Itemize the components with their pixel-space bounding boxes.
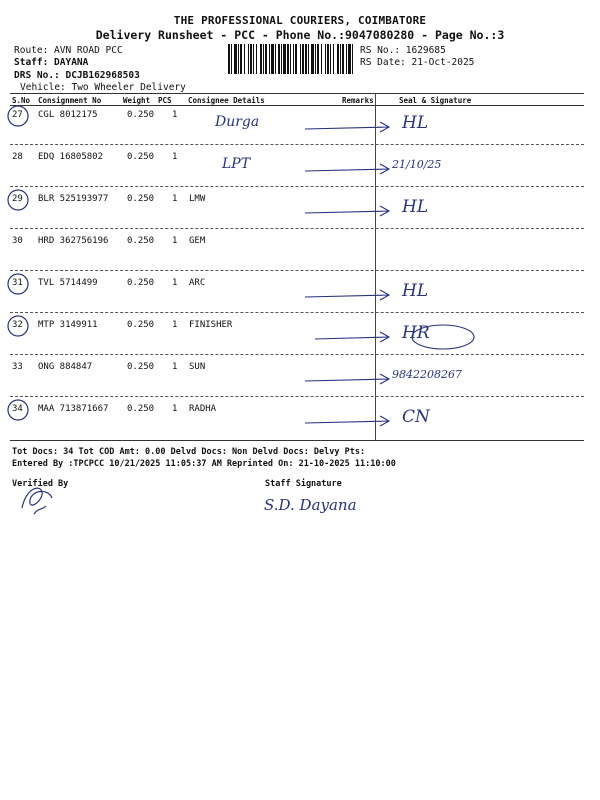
row-sno: 33 [12,362,23,372]
verifier-signature-icon [12,478,62,520]
row-sno: 29 [12,194,23,204]
row-consignment: BLR 525193977 [38,194,109,204]
row-consignee: LMW [189,194,206,204]
entered-line: Entered By :TPCPCC 10/21/2025 11:05:37 AM Reprinted On: 21-10-2025 11:10:00 [12,459,396,469]
handwritten-seal: HL [402,281,429,301]
handwritten-seal: HL [402,197,429,217]
row-pcs: 1 [172,404,178,414]
row-consignment: EDQ 16805802 [38,152,104,162]
delivery-arrow [315,332,389,342]
row-consignee: ARC [189,278,206,288]
row-weight: 0.250 [127,236,155,246]
column-header-remarks: Remarks [342,96,374,105]
staff-signature-label: Staff Signature [265,479,342,489]
handwritten-seal: HL [402,113,429,133]
handwritten-consignee: LPT [222,156,251,172]
handwritten-seal: 9842208267 [392,368,462,381]
totals-line: Tot Docs: 34 Tot COD Amt: 0.00 Delvd Docs: Non Delvd Docs: Delvy Pts: [12,447,366,457]
sno-circle [8,400,28,420]
sno-circle [8,190,28,210]
column-header-consignee: Consignee Details [188,96,265,105]
row-weight: 0.250 [127,152,155,162]
delivery-arrow [305,122,389,132]
sno-circle [8,274,28,294]
row-weight: 0.250 [127,362,155,372]
row-sno: 31 [12,278,23,288]
row-pcs: 1 [172,152,178,162]
column-header-pcs: PCS [158,96,172,105]
row-sno: 34 [12,404,23,414]
handwritten-seal: HR [402,323,430,343]
row-weight: 0.250 [127,278,155,288]
drs-label: DRS No.: DCJB162968503 [14,70,140,81]
verified-by-label: Verified By [12,479,69,489]
row-weight: 0.250 [127,110,155,120]
rs-number: RS No.: 1629685 [360,45,446,56]
row-pcs: 1 [172,194,178,204]
column-header-consignment: Consignment No [38,96,102,105]
staff-signature-handwriting: S.D. Dayana [264,496,357,514]
row-consignee: RADHA [189,404,217,414]
row-sno: 32 [12,320,23,330]
column-header-weight: Weight [123,96,151,105]
row-consignee: SUN [189,362,206,372]
seal-circle [412,325,474,349]
row-weight: 0.250 [127,194,155,204]
row-consignment: TVL 5714499 [38,278,98,288]
rs-date: RS Date: 21-Oct-2025 [360,57,475,68]
delivery-arrow [305,290,389,300]
delivery-arrow [305,206,389,216]
handwritten-seal: CN [402,407,430,427]
delivery-arrow [305,416,389,426]
row-consignment: CGL 8012175 [38,110,98,120]
document-title: THE PROFESSIONAL COURIERS, COIMBATORE [173,14,427,27]
handwritten-seal: 21/10/25 [392,158,442,171]
row-consignment: MAA 713871667 [38,404,109,414]
row-pcs: 1 [172,320,178,330]
row-weight: 0.250 [127,320,155,330]
route-label: Route: AVN ROAD PCC [14,45,123,56]
row-consignee: GEM [189,236,206,246]
row-consignment: ONG 884847 [38,362,93,372]
delivery-arrow [305,374,389,384]
row-pcs: 1 [172,110,178,120]
handwritten-consignee: Durga [215,114,260,130]
column-header-sno: S.No [12,96,31,105]
row-pcs: 1 [172,362,178,372]
document-subtitle: Delivery Runsheet - PCC - Phone No.:9047080280 - Page No.:3 [95,28,505,42]
row-sno: 30 [12,236,23,246]
staff-label: Staff: DAYANA [14,57,89,68]
row-sno: 28 [12,152,23,162]
row-consignment: MTP 3149911 [38,320,98,330]
row-weight: 0.250 [127,404,155,414]
delivery-arrow [305,164,389,174]
sno-circle [8,106,28,126]
row-pcs: 1 [172,236,178,246]
row-sno: 27 [12,110,23,120]
row-pcs: 1 [172,278,178,288]
row-consignee: FINISHER [189,320,233,330]
column-header-seal: Seal & Signature [399,96,472,105]
sno-circle [8,316,28,336]
row-consignment: HRD 362756196 [38,236,109,246]
vehicle-label: Vehicle: Two Wheeler Delivery [20,82,186,93]
